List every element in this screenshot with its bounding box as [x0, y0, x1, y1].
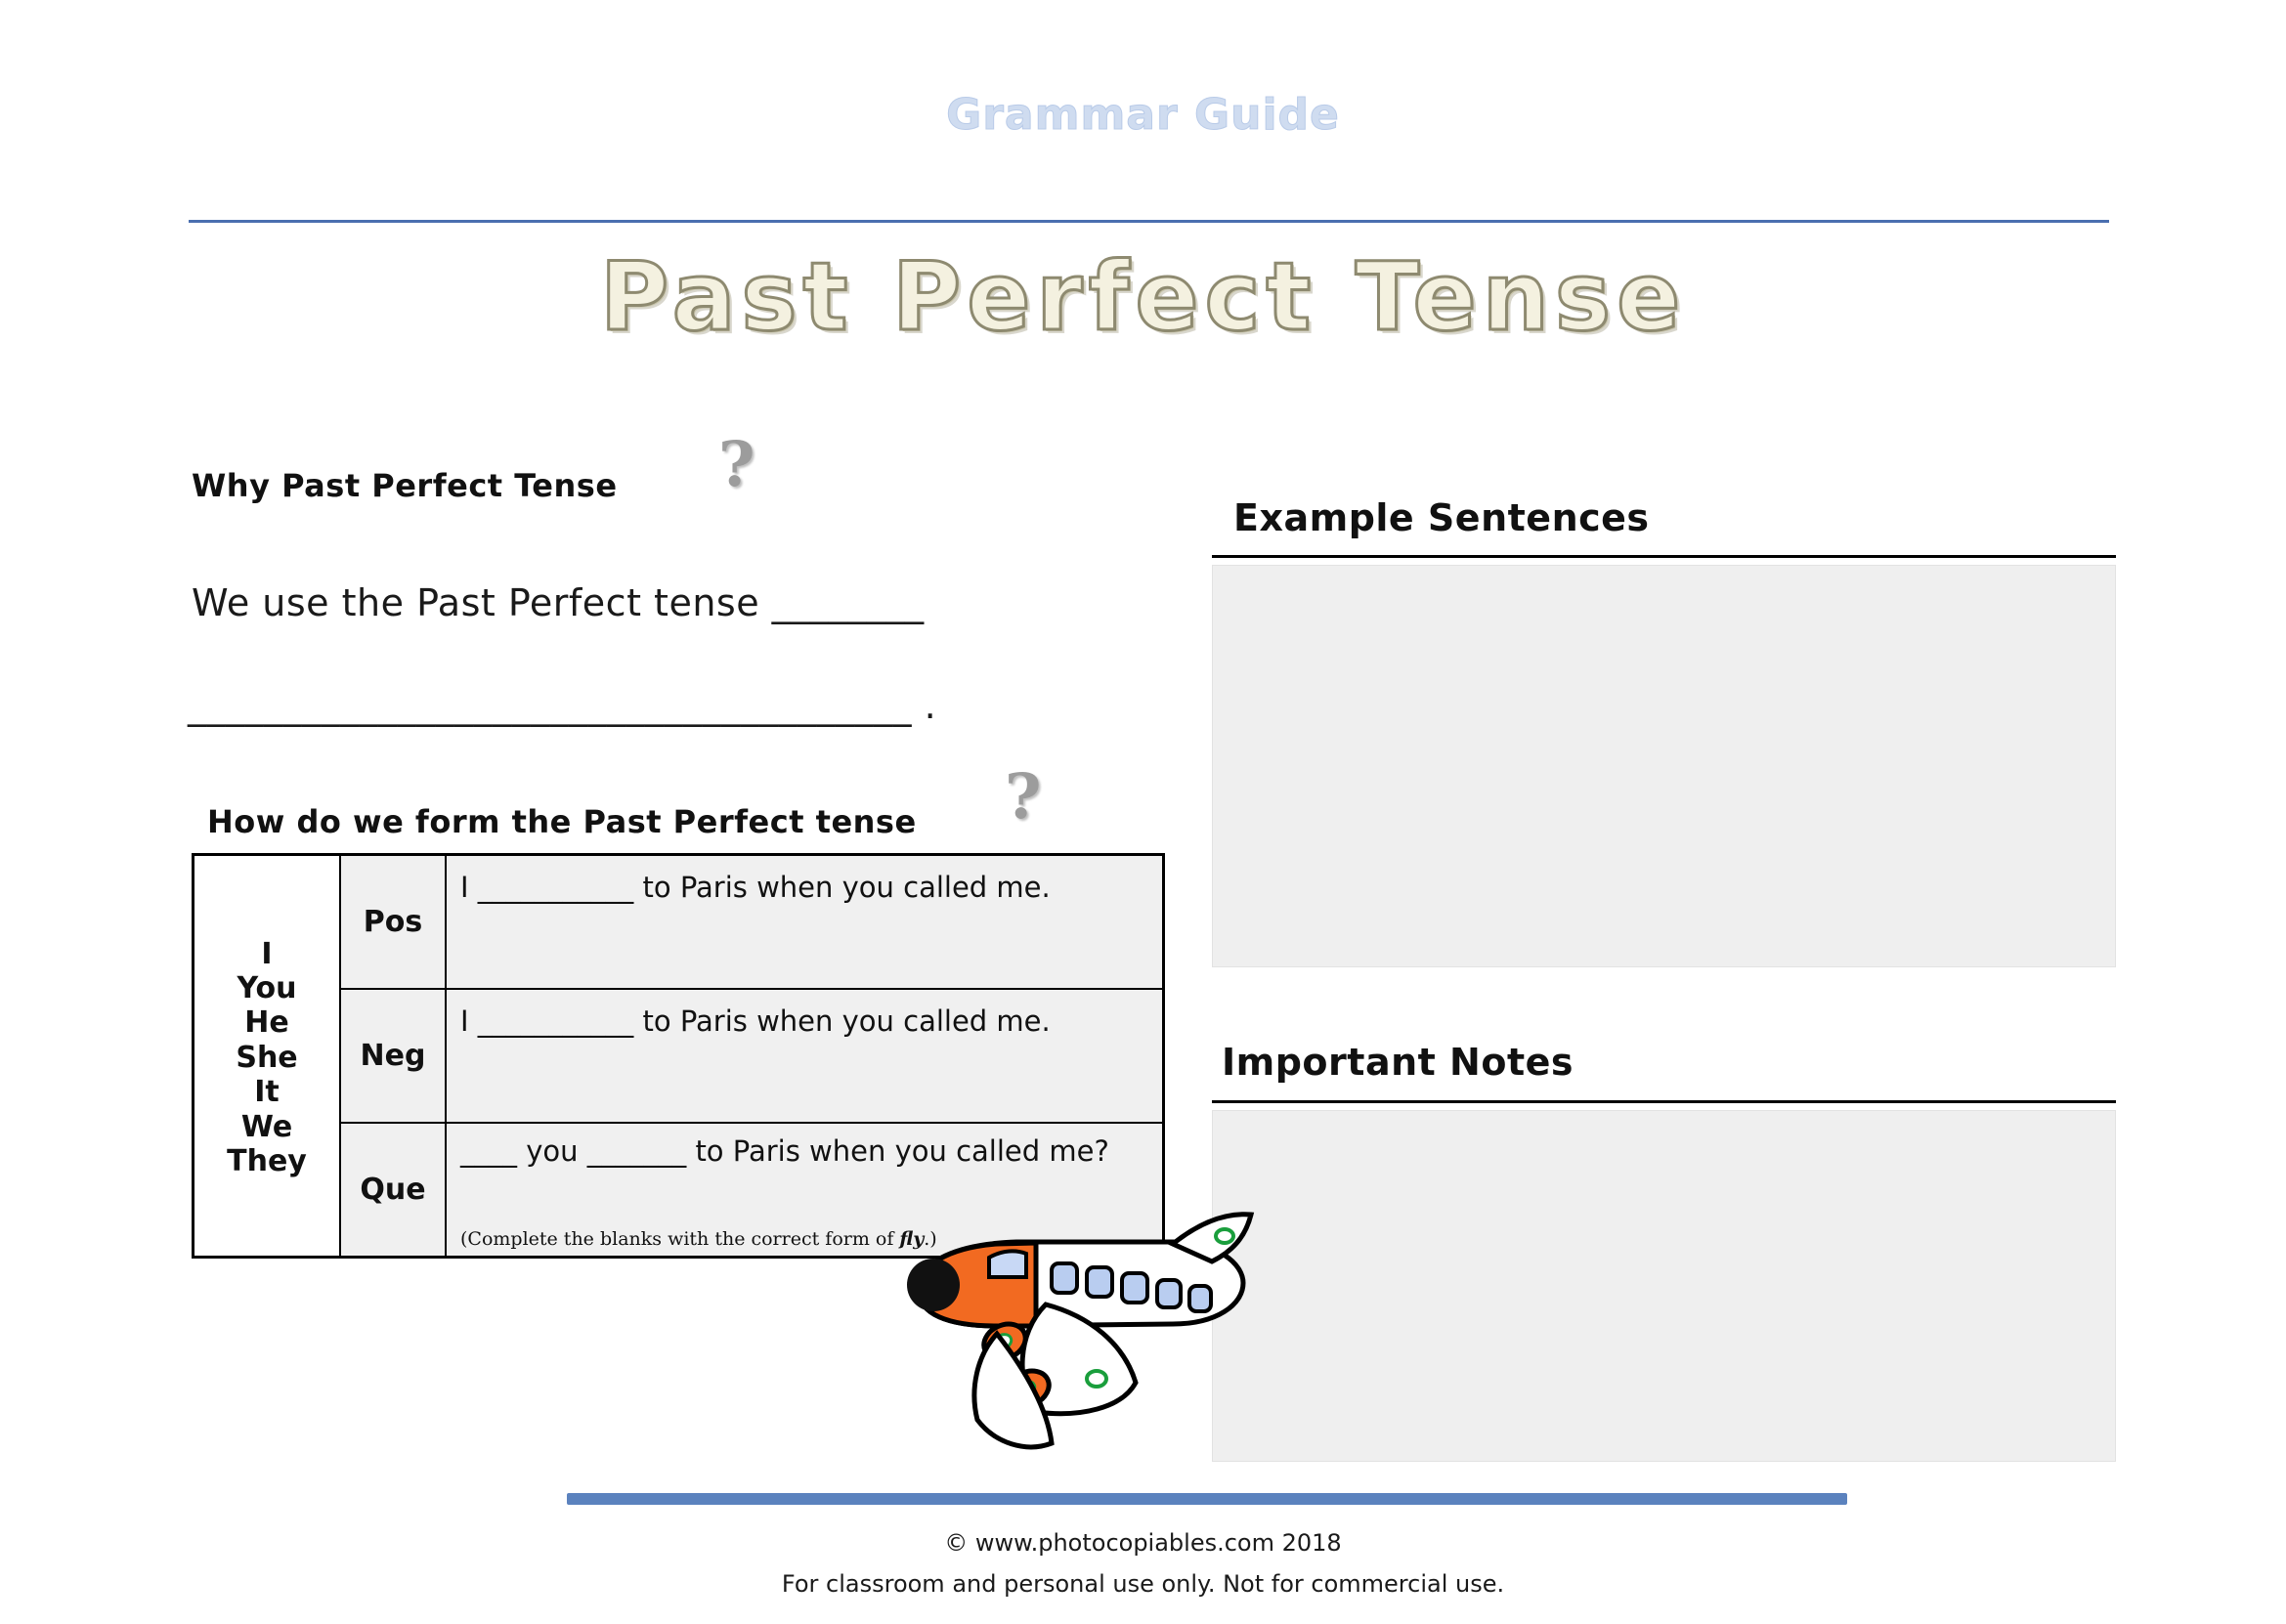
why-blank-line-1: We use the Past Perfect tense ________ — [192, 581, 925, 624]
pronoun-column — [194, 856, 339, 1256]
row-label-que: Que — [341, 1124, 447, 1256]
footer-usage-note: For classroom and personal use only. Not for commercial use. — [781, 1570, 1505, 1598]
pronoun-item: We — [240, 1109, 293, 1144]
question-mark-icon-2: ? — [1005, 760, 1042, 833]
hint-word: fly — [899, 1228, 925, 1251]
important-notes-heading: Important Notes — [1222, 1041, 1574, 1084]
example-sentences-heading: Example Sentences — [1233, 496, 1650, 539]
page-title: Past Perfect Tense — [599, 242, 1687, 352]
pronoun-item: She — [236, 1040, 298, 1075]
example-sentences-box[interactable] — [1212, 565, 2116, 967]
pronoun-item: He — [244, 1005, 289, 1041]
footer-bar — [567, 1493, 1847, 1505]
header-divider — [189, 220, 2109, 223]
grammar-guide-header: Grammar Guide — [946, 90, 1340, 140]
hint-prefix: (Complete the blanks with the correct form of — [460, 1228, 900, 1251]
airplane-icon — [880, 1187, 1271, 1471]
table-row — [341, 990, 1162, 1124]
footer-copyright: © www.photocopiables.com 2018 — [944, 1529, 1342, 1557]
how-section-heading: How do we form the Past Perfect tense — [207, 803, 917, 840]
pronoun-item: You — [237, 971, 297, 1006]
important-notes-box[interactable] — [1212, 1110, 2116, 1462]
table-hint — [460, 1227, 937, 1252]
pronoun-item: I — [261, 936, 273, 971]
example-sentences-divider — [1212, 555, 2116, 558]
important-notes-divider — [1212, 1100, 2116, 1103]
row-sentence-neg[interactable]: I ___________ to Paris when you called me. — [460, 1004, 1051, 1038]
table-row — [341, 856, 1162, 990]
pronoun-item: They — [227, 1143, 307, 1178]
why-section-heading: Why Past Perfect Tense — [192, 467, 618, 504]
why-blank-line-2: ______________________________________ . — [188, 684, 937, 727]
row-label-neg: Neg — [341, 990, 447, 1122]
row-sentence-pos[interactable]: I ___________ to Paris when you called me. — [460, 871, 1051, 904]
row-sentence-que-text: ____ you _______ to Paris when you called me? — [460, 1134, 1109, 1168]
pronoun-item: It — [254, 1075, 280, 1110]
hint-suffix: .) — [924, 1228, 937, 1251]
question-mark-icon: ? — [718, 428, 755, 501]
row-label-pos: Pos — [341, 856, 447, 988]
